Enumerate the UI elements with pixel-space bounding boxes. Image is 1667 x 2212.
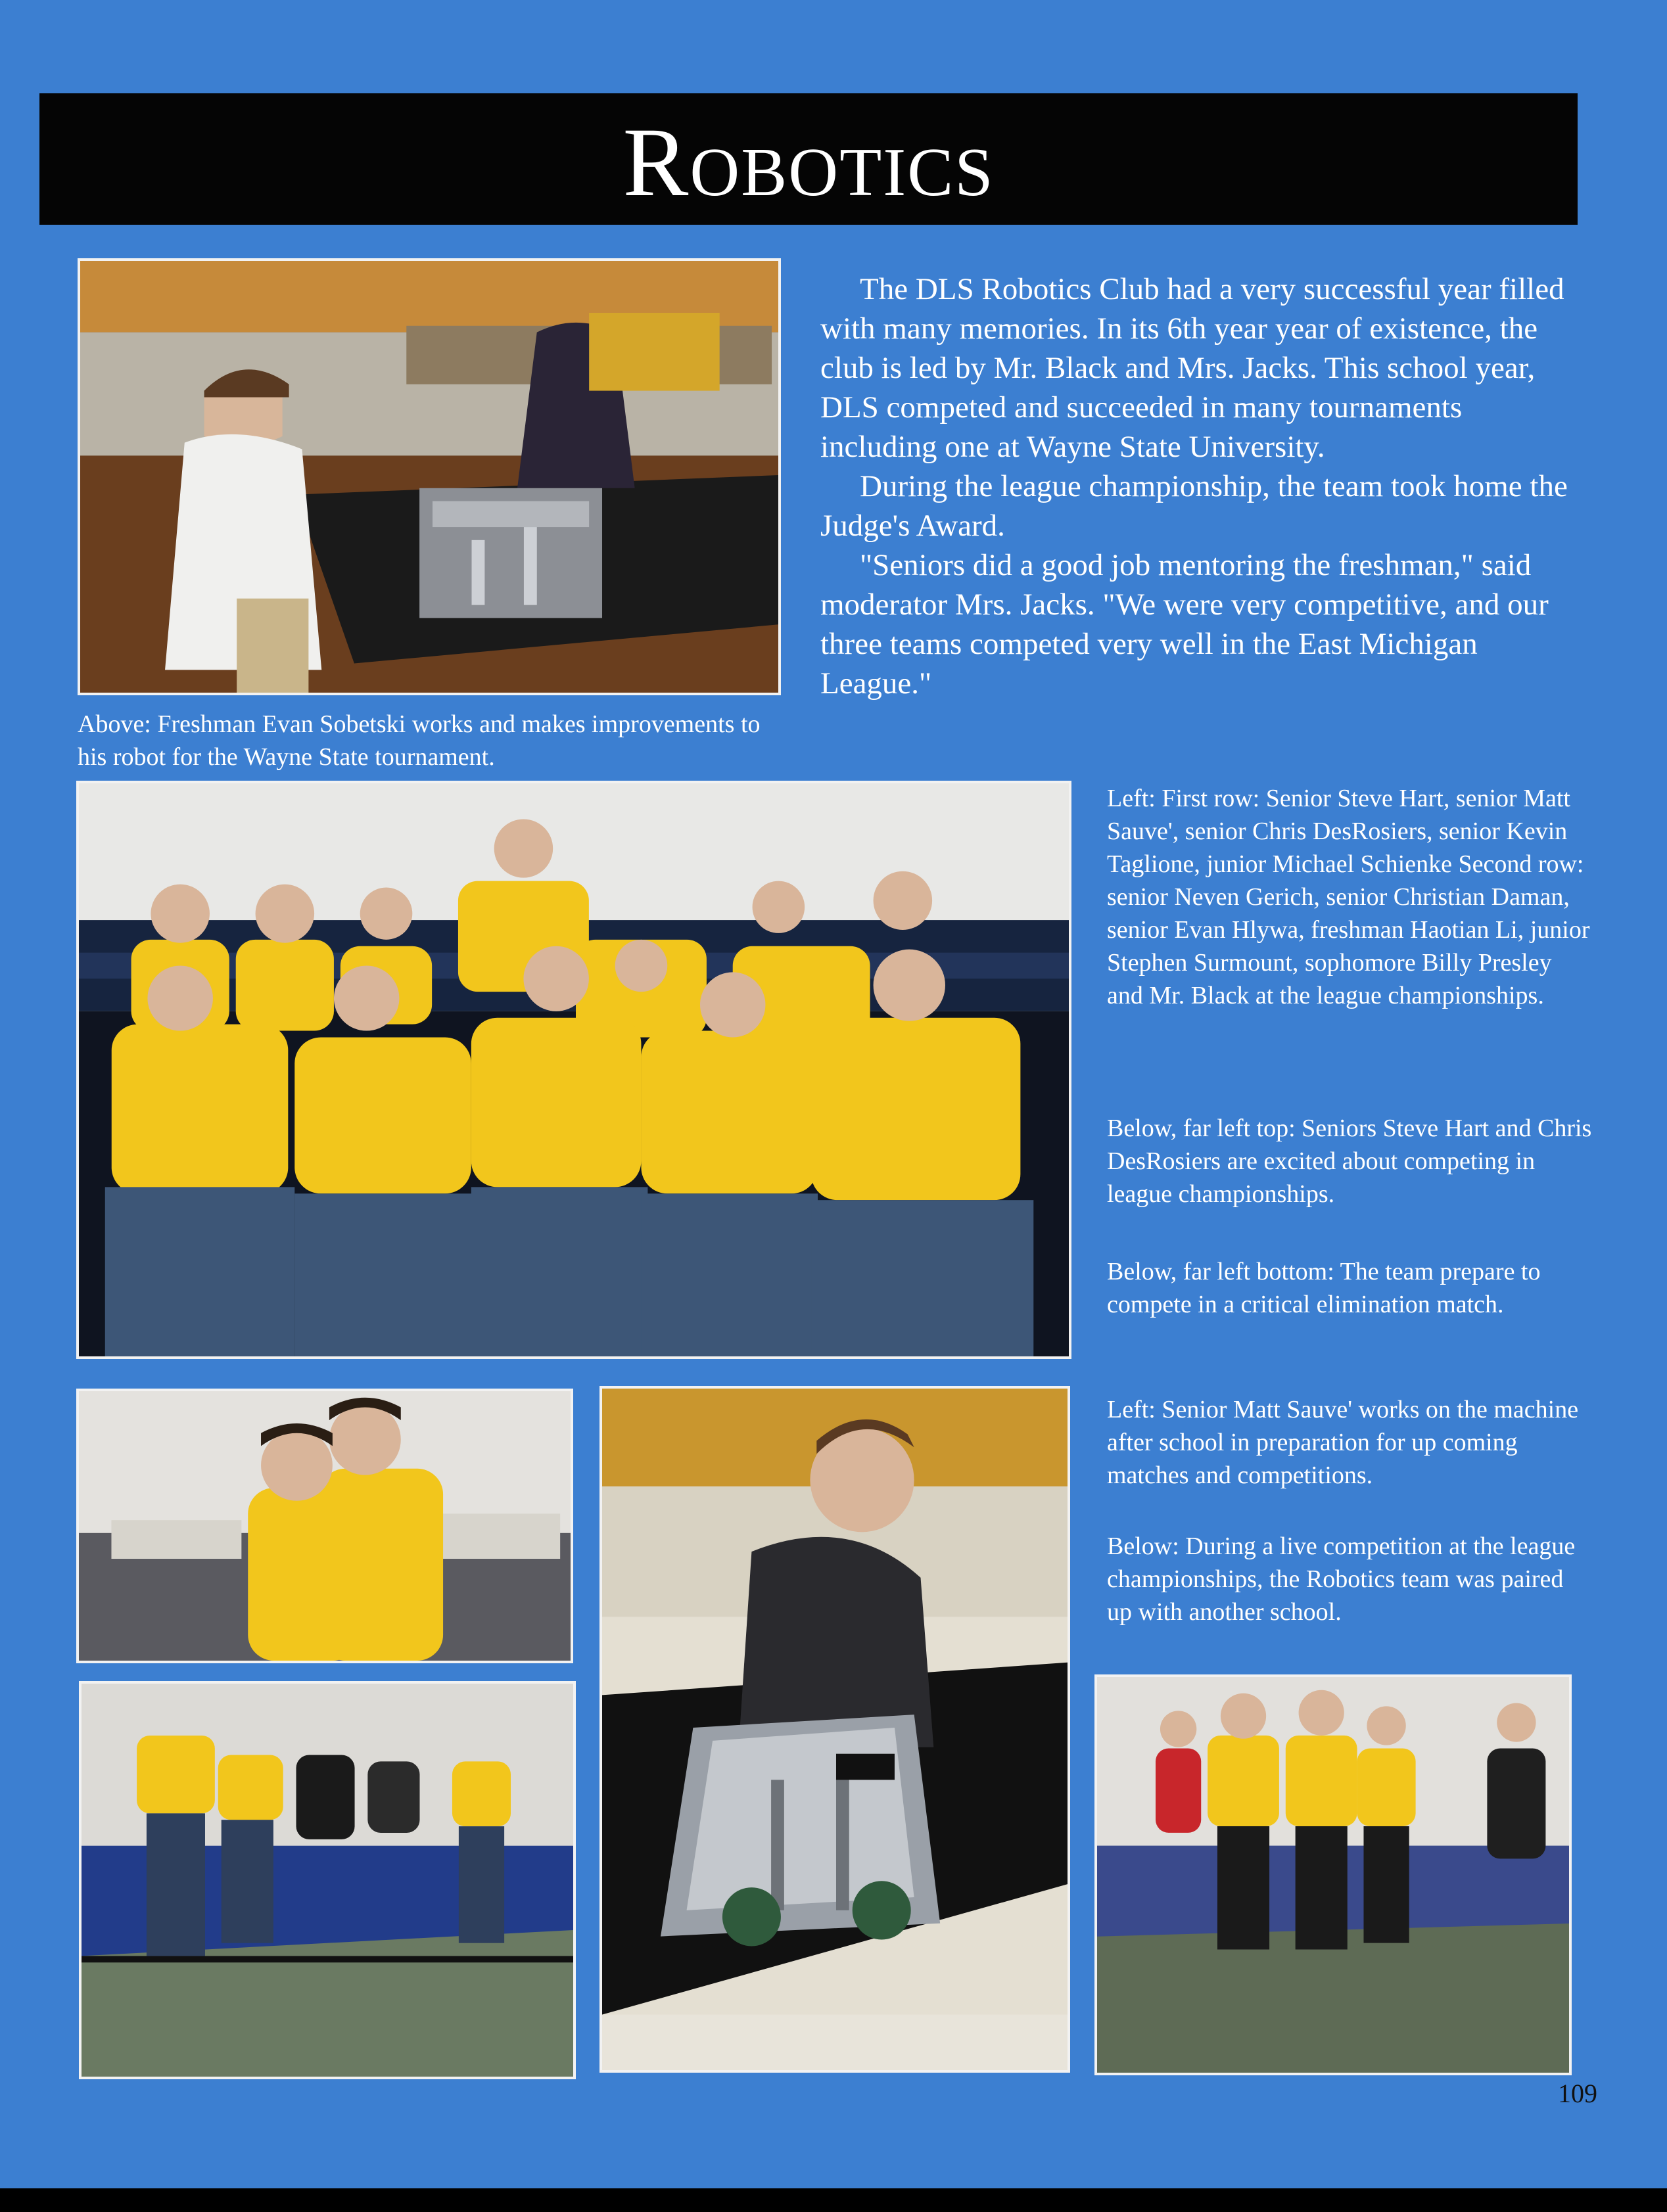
caption-group-photo: Left: First row: Senior Steve Hart, senior Matt Sauve', senior Chris DesRosiers, senior Kevin Taglione, junior Michael Schienke Second row: senior Neven Gerich, senior Christian Daman, senior Evan Hlywa, freshman Haotian Li, junior Stephen Surmount, sophomore Billy Presley and Mr. Black at the league championships. xyxy=(1107,785,1590,1009)
page-number: 109 xyxy=(1558,2079,1597,2108)
photo-evan-workbench xyxy=(78,258,781,695)
caption-matt-sauve: Left: Senior Matt Sauve' works on the machine after school in preparation for up coming matches and competitions. xyxy=(1107,1396,1579,1489)
story-paragraph: The DLS Robotics Club had a very successful year filled with many memories. In its 6th year year of existence, the club is led by Mr. Black and Mrs. Jacks. This school year, DLS competed and succeeded in many tournaments including one at Wayne State University. xyxy=(820,272,1564,464)
photo-live-competition xyxy=(1094,1674,1572,2075)
caption-far-left-bottom: Below, far left bottom: The team prepare to compete in a critical elimination match. xyxy=(1107,1258,1541,1318)
photo-matt-machine xyxy=(599,1386,1070,2073)
page-title: Robotics xyxy=(622,108,995,217)
story-body xyxy=(820,269,1570,703)
story-paragraph: During the league championship, the team took home the Judge's Award. xyxy=(820,469,1568,543)
caption-live-competition: Below: During a live competition at the league championships, the Robotics team was paired up with another school. xyxy=(1107,1532,1576,1626)
title-bar xyxy=(39,93,1578,225)
caption-top-photo: Above: Freshman Evan Sobetski works and makes improvements to his robot for the Wayne State tournament. xyxy=(78,710,761,771)
story-paragraph: "Seniors did a good job mentoring the freshman," said moderator Mrs. Jacks. "We were very competitive, and our three teams competed very well in the East Michigan League." xyxy=(820,548,1549,701)
caption-far-left-top: Below, far left top: Seniors Steve Hart and Chris DesRosiers are excited about competing in league championships. xyxy=(1107,1115,1592,1208)
photo-team-group xyxy=(76,781,1071,1359)
photo-seniors-excited xyxy=(76,1389,573,1663)
photo-team-elimination xyxy=(79,1681,576,2079)
